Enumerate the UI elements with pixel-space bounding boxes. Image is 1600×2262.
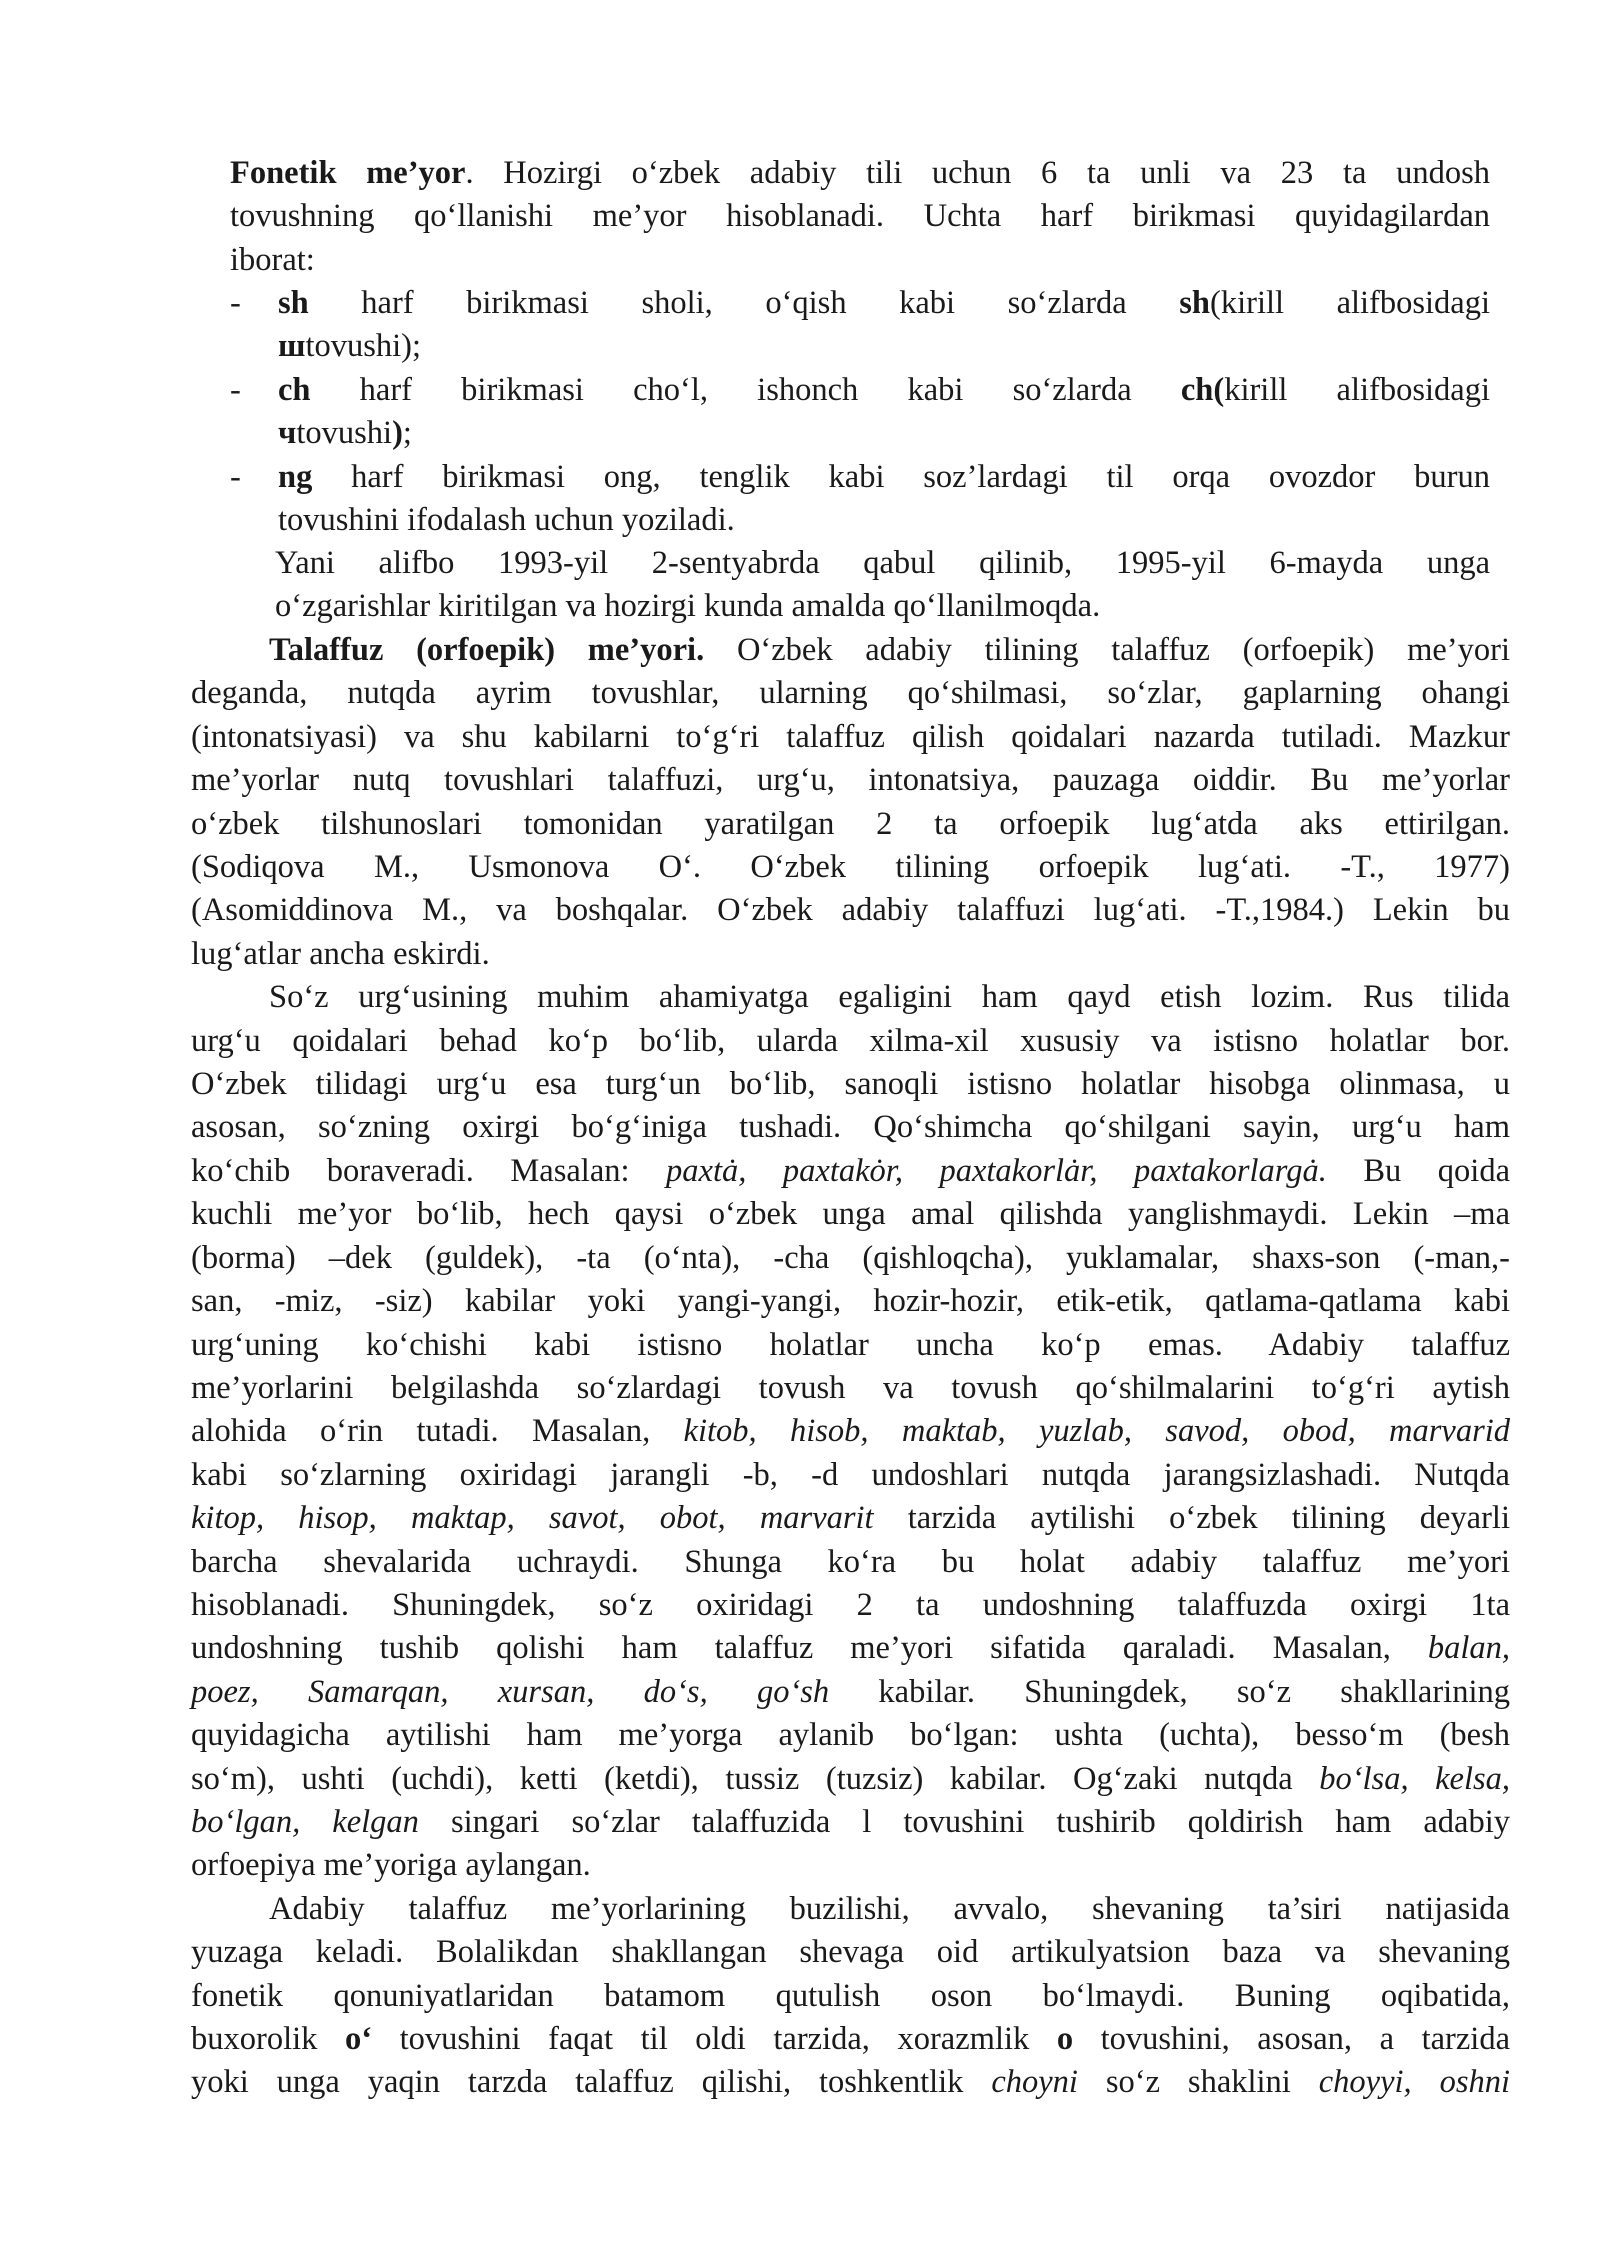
- text-line: quyidagicha aytilishi ham me’yorga aylanib bo‘lgan: ushta (uchta), besso‘m (besh: [191, 1717, 1510, 1754]
- list-item-line: sh harf birikmasi sholi, o‘qish kabi so‘zlarda sh(kirill alifbosidagi: [278, 285, 1491, 321]
- text-line: tovushning qo‘llanishi me’yor hisoblanadi. Uchta harf birikmasi quyidagilardan: [230, 198, 1490, 235]
- text-line: lug‘atlar ancha eskirdi.: [191, 935, 490, 972]
- text-line: me’yorlarini belgilashda so‘zlardagi tovush va tovush qo‘shilmalarini to‘g‘ri aytish: [191, 1369, 1510, 1406]
- text-line: buxorolik o‘ tovushini faqat til oldi tarzida, xorazmlik o tovushini, asosan, a tarzida: [191, 2021, 1511, 2057]
- text-line: undoshning tushib qolishi ham talaffuz me’yori sifatida qaraladi. Masalan, balan,: [191, 1630, 1510, 1667]
- list-item: [230, 369, 1490, 456]
- alphabet-note: [275, 542, 1490, 629]
- text-line: urg‘uning ko‘chishi kabi istisno holatlar uncha ko‘p emas. Adabiy talaffuz: [191, 1326, 1510, 1363]
- text-line: asosan, so‘zning oxirgi bo‘g‘iniga tushadi. Qo‘shimcha qo‘shilgani sayin, urg‘u ham: [191, 1109, 1510, 1146]
- body-text: [191, 629, 1510, 2105]
- text-line: deganda, nutqda ayrim tovushlar, ularning qo‘shilmasi, so‘zlar, gaplarning ohangi: [191, 675, 1510, 712]
- text-line: alohida o‘rin tutadi. Masalan, kitob, hisob, maktab, yuzlab, savod, obod, marvarid: [191, 1413, 1511, 1450]
- list-item-line: tovushini ifodalash uchun yoziladi.: [278, 502, 735, 539]
- text-line: kitop, hisop, maktap, savot, obot, marvarit tarzida aytilishi o‘zbek tilining deyarli: [191, 1500, 1510, 1537]
- bullet-dash: -: [230, 285, 241, 321]
- text-line: urg‘u qoidalari behad ko‘p bo‘lib, ularda xilma-xil xususiy va istisno holatlar bor.: [191, 1022, 1510, 1059]
- text-line: san, -miz, -siz) kabilar yoki yangi-yangi, hozir-hozir, etik-etik, qatlama-qatlama kabi: [191, 1283, 1510, 1320]
- text-line: (borma) –dek (guldek), -ta (o‘nta), -cha (qishloqcha), yuklamalar, shaxs-son (-man,-: [191, 1239, 1510, 1276]
- text-line: (intonatsiyasi) va shu kabilarni to‘g‘ri talaffuz qilish qoidalari nazarda tutiladi. Mazkur: [191, 718, 1510, 755]
- text-line: bo‘lgan, kelgan singari so‘zlar talaffuzida l tovushini tushirib qoldirish ham adabiy: [191, 1803, 1510, 1840]
- text-line: kabi so‘zlarning oxiridagi jarangli -b, -d undoshlari nutqda jarangsizlashadi. Nutqda: [191, 1456, 1510, 1493]
- text-line: yuzaga keladi. Bolalikdan shakllangan shevaga oid artikulyatsion baza va shevaning: [191, 1934, 1510, 1971]
- text-line: so‘m), ushti (uchdi), ketti (ketdi), tussiz (tuzsiz) kabilar. Og‘zaki nutqda bo‘lsa, kelsa,: [191, 1760, 1511, 1797]
- text-line: fonetik qonuniyatlaridan batamom qutulish oson bo‘lmaydi. Buning oqibatida,: [191, 1977, 1510, 2014]
- list-item: [230, 456, 1490, 543]
- list-item-line: шtovushi);: [278, 328, 422, 365]
- bullet-dash: -: [230, 459, 241, 495]
- text-line: o‘zbek tilshunoslari tomonidan yaratilgan 2 ta orfoepik lug‘atda aks ettirilgan.: [191, 805, 1510, 842]
- paragraph-first-line: Talaffuz (orfoepik) me’yori. O‘zbek adabiy tilining talaffuz (orfoepik) me’yori: [269, 632, 1510, 668]
- text-line: hisoblanadi. Shuningdek, so‘z oxiridagi 2 ta undoshning talaffuzda oxirgi 1ta: [191, 1586, 1510, 1623]
- text-line: ko‘chib boraveradi. Masalan: paxtȧ, paxtakȯr, paxtakorlȧr, paxtakorlargȧ. Bu qoida: [191, 1152, 1511, 1189]
- text-line: Yani alifbo 1993-yil 2-sentyabrda qabul qilinib, 1995-yil 6-mayda unga: [275, 545, 1490, 581]
- list-item-line: ch harf birikmasi cho‘l, ishonch kabi so‘zlarda ch(kirill alifbosidagi: [278, 372, 1490, 408]
- text-line: me’yorlar nutq tovushlari talaffuzi, urg‘u, intonatsiya, pauzaga oiddir. Bu me’yorlar: [191, 762, 1510, 799]
- text-line: (Asomiddinova M., va boshqalar. O‘zbek adabiy talaffuzi lug‘ati. -T.,1984.) Lekin bu: [191, 892, 1510, 929]
- text-line: kuchli me’yor bo‘lib, hech qaysi o‘zbek unga amal qilishda yanglishmaydi. Lekin –ma: [191, 1196, 1510, 1233]
- bullet-dash: -: [230, 372, 241, 408]
- text-line: Fonetik me’yor. Hozirgi o‘zbek adabiy tili uchun 6 ta unli va 23 ta undosh: [230, 155, 1490, 191]
- list-item-line: ng harf birikmasi ong, tenglik kabi soz’lardagi til orqa ovozdor burun: [278, 459, 1490, 495]
- text-line: (Sodiqova M., Usmonova O‘. O‘zbek tilining orfoepik lug‘ati. -T., 1977): [191, 849, 1510, 886]
- text-line: O‘zbek tilidagi urg‘u esa turg‘un bo‘lib, sanoqli istisno holatlar hisobga olinmasa, u: [191, 1066, 1510, 1103]
- paragraph-first-line: So‘z urg‘usining muhim ahamiyatga egaligini ham qayd etish lozim. Rus tilida: [269, 979, 1510, 1016]
- text-line: orfoepiya me’yoriga aylangan.: [191, 1847, 591, 1884]
- phonetic-norm-intro: [230, 152, 1490, 282]
- paragraph-first-line: Adabiy talaffuz me’yorlarining buzilishi, avvalo, shevaning ta’siri natijasida: [269, 1890, 1510, 1927]
- text-line: barcha shevalarida uchraydi. Shunga ko‘ra bu holat adabiy talaffuz me’yori: [191, 1543, 1510, 1580]
- text-line: poez, Samarqan, xursan, do‘s, go‘sh kabilar. Shuningdek, so‘z shakllarining: [191, 1673, 1510, 1710]
- text-line: o‘zgarishlar kiritilgan va hozirgi kunda amalda qo‘llanilmoqda.: [275, 588, 1101, 625]
- list-item: [230, 282, 1491, 369]
- text-line: iborat:: [230, 241, 315, 278]
- text-line: yoki unga yaqin tarzda talaffuz qilishi, toshkentlik choyni so‘z shaklini choyyi, oshni: [191, 2064, 1510, 2101]
- list-item-line: чtovushi);: [278, 415, 412, 452]
